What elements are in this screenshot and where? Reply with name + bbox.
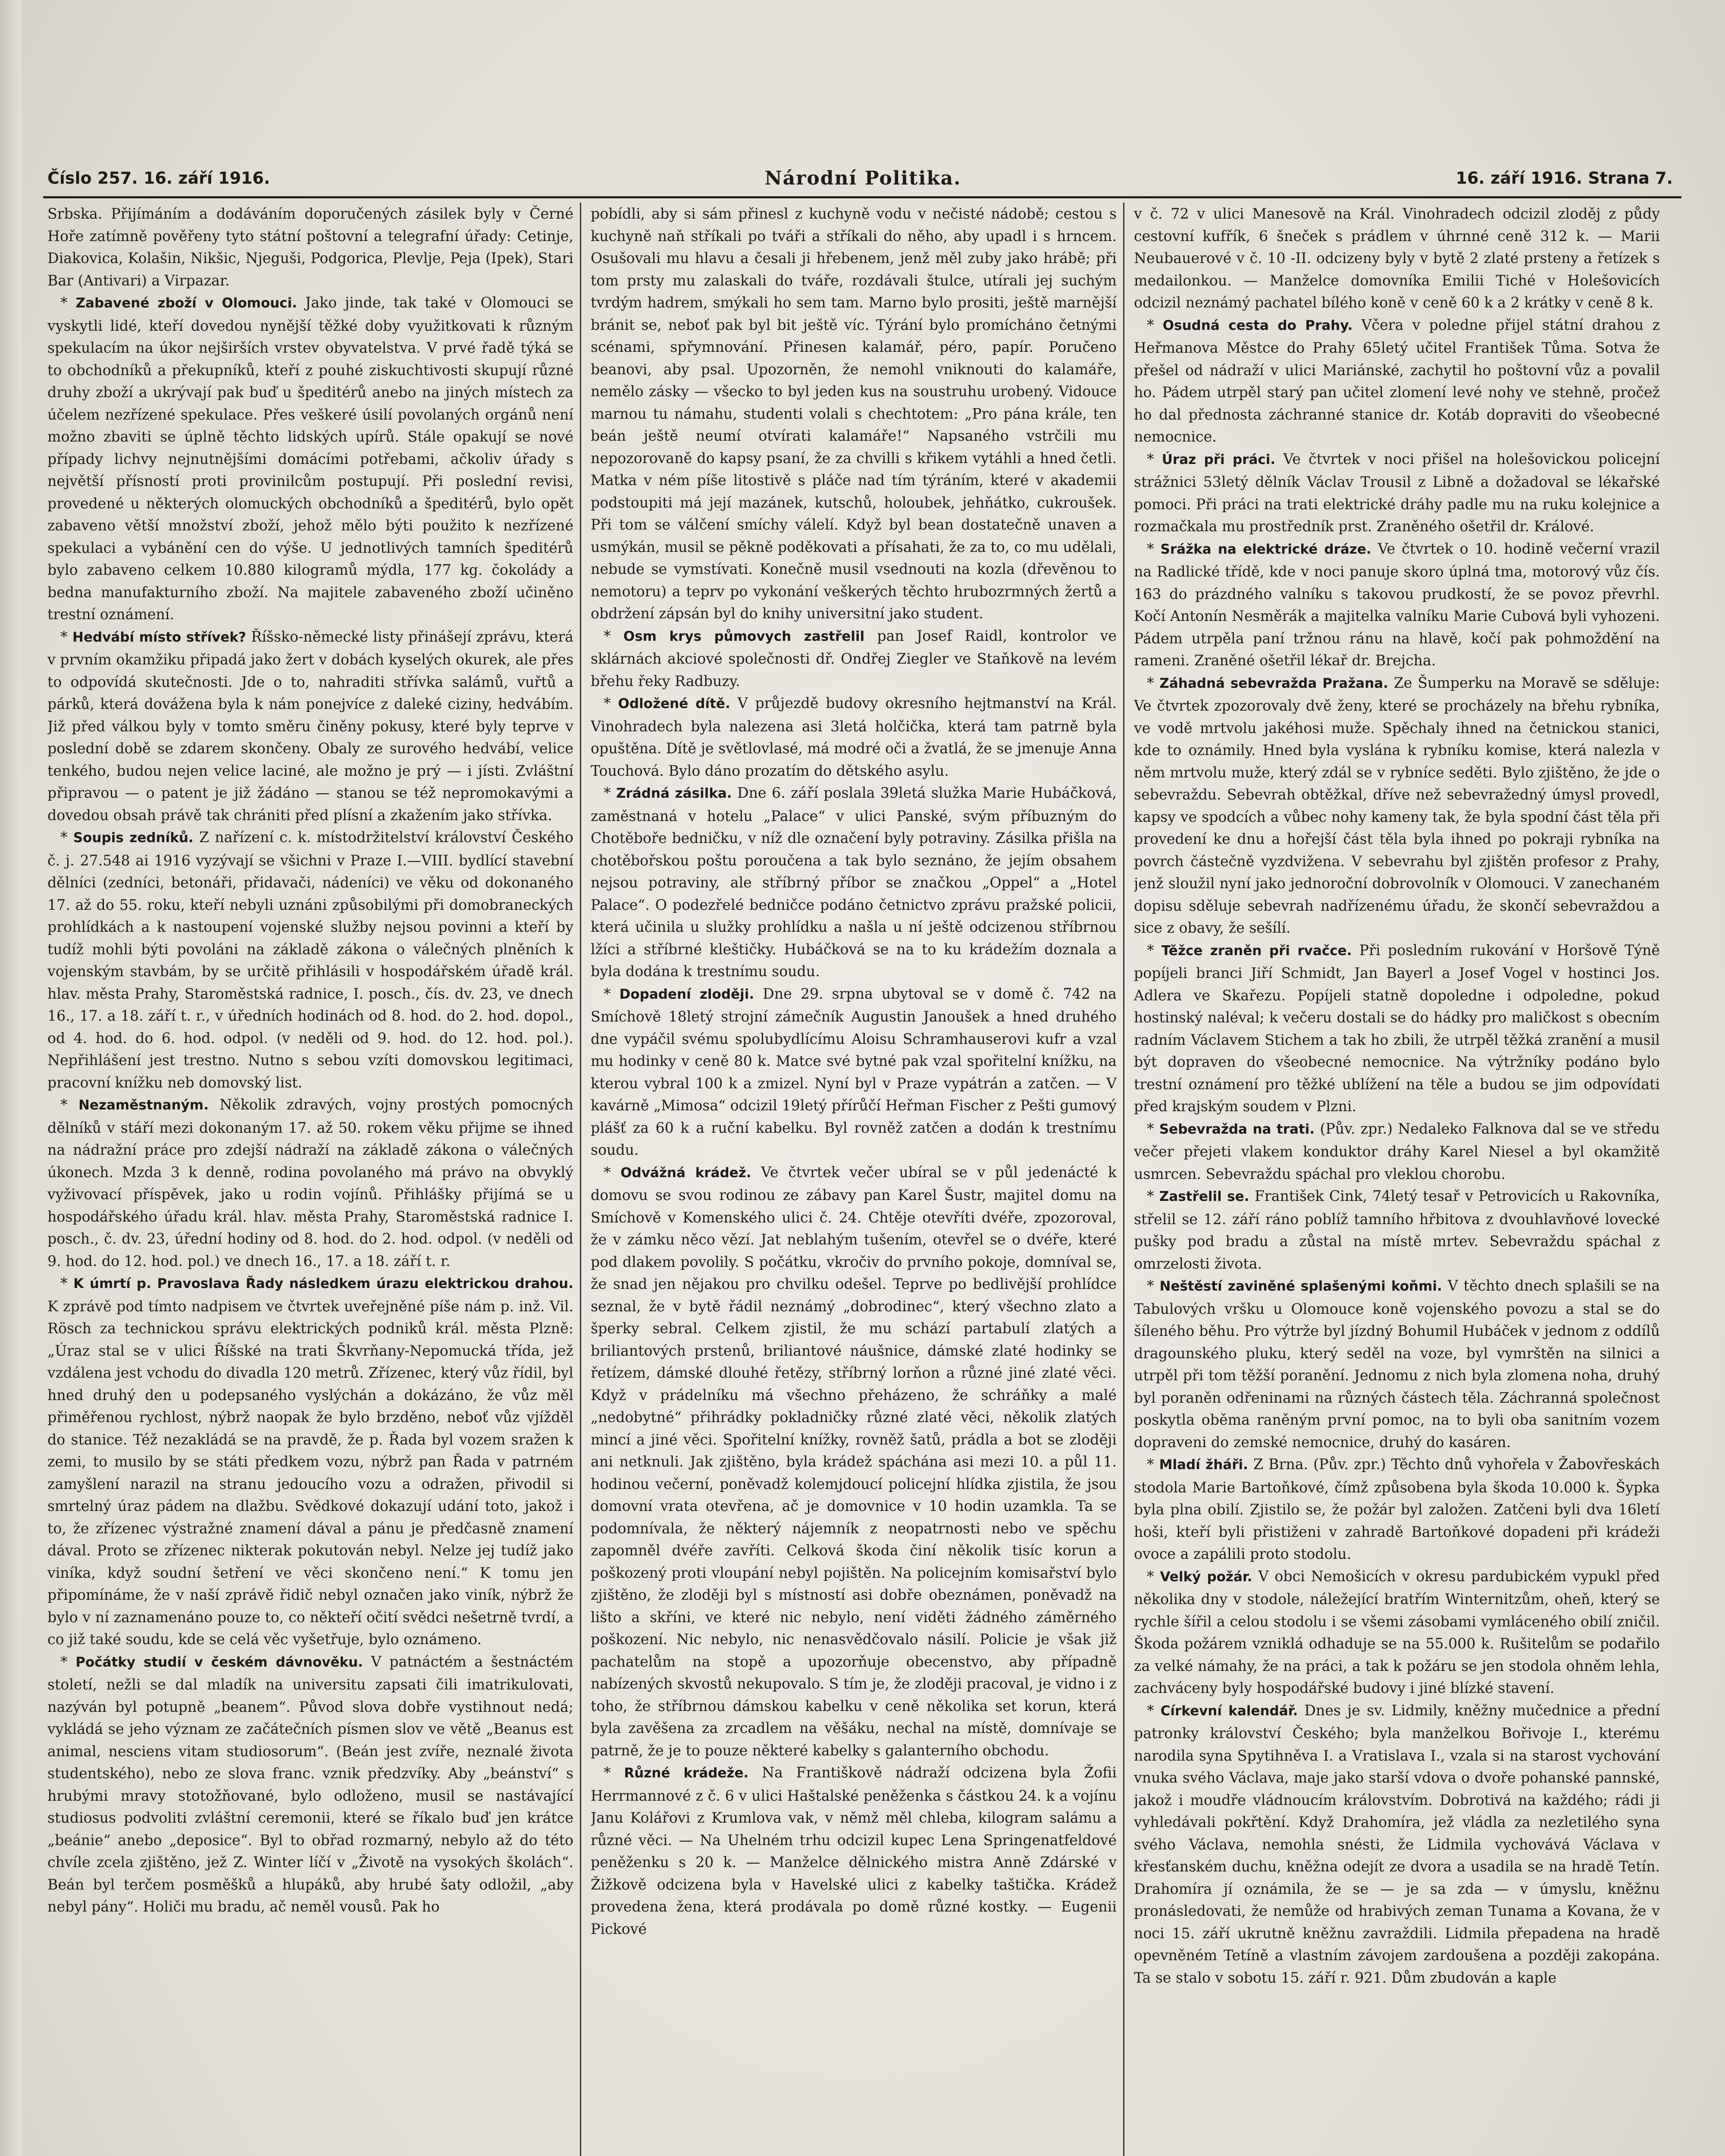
article-text: Jako jinde, tak také v Olomouci se vyskytli lidé, kteří dovedou nynější těžké doby využitkovati k různým spekulacím na úkor nejširších vrstev obyvatelstva. V prvé řadě týká se to obchodníků a překupníků, kteří z pouhé ziskuchtivosti skupují různé druhy zboží a ukrývají pak buď u špeditérů anebo na jiných místech za účelem nezřízené spekulace. Přes veškeré úsilí povolaných orgánů není možno zbaviti se úplně těchto lidských upírů. Stále opakují se nové případy lichvy nejnutnějšími domácími potřebami, ačkoliv úřady s největší přísností proti provinilcům postupují. Při poslední revisi, provedené u některých olomuckých obchodníků a špeditérů, bylo opět zabaveno větší množství zboží, jehož mělo býti použito k nezřízené spekulaci a vybánění cen do výše. U jednotlivých tamních špeditérů bylo zabaveno celkem 10.880 kilogramů mýdla, 177 kg. čokolády a bedna manufakturního zboží. Na majitele zabaveného zboží učiněno trestní oznámení.	[47, 294, 573, 623]
article-paragraph: * Počátky studií v českém dávnověku. V patnáctém a šestnáctém století, nežli se dal mladík na universitu zapsati čili imatrikulovati, nazýván byl potupně „beanem“. Původ slova dobře vystihnout nedá; vykládá se jeho význam ze začátečních písmen slov ve větě „Beanus est animal, nesciens vitam studiosorum“. (Beán jest zvíře, neznalé života studentského), nebo ze slova franc. vznik předzvíky. Aby „beánství“ s hrubými mravy stotožňované, bylo odloženo, musil se nastávající studiosus podvoliti zvláštní ceremonii, které se říkalo buď jen krátce „beánie“ anebo „deposice“. Byl to obřad rozmarný, nebylo až do této chvíle zcela zjištěno, jež Z. Winter líčí v „Životě na vysokých školách“. Beán byl terčem posměšků a hlupáků, aby hrubé šaty odložil, „aby nebyl pány“. Holiči mu bradu, ač neměl vousů. Pak ho	[47, 1653, 573, 1915]
article-paragraph: * Osm krys půmovych zastřelil pan Josef Raidl, kontrolor ve sklárnách akciové společnosti dř. Ondřej Ziegler ve Staňkově na levém břehu řeky Radbuzy.	[591, 627, 1117, 689]
article-text: Dnes je sv. Lidmily, kněžny mučednice a přední patronky království Českého; byla manželkou Bořivoje I., kterému narodila syna Spytihněva I. a Vratislava I., vzala si na starost vychování vnuka svého Václava, maje jako starší vdova o dvoře pohanské pannské, jakož i moudře vládnoucím královstvím. Dobrotivá na každého; rádi ji vyhledávali pokřtění. Když Drahomíra, jež vládla za nezletilého syna svého Václava, nemohla snésti, že Lidmila vychovává Václava v křesťanském duchu, kněžna odejít ze dvora a usadila se na hradě Tetín. Drahomíra jí oznámila, že se — je sa zda — v úmyslu, kněžnu pronásledovati, že nemůže od hrabivých zeman Tunama a Kovana, že v noci 15. září ukrutně kněžnu zavraždili. Lidmila přepadena na hradě opevněném Tetíně a vlastním závojem zardoušena a později zakopána. Ta se stalo v sobotu 15. září r. 921. Dům zbudován a kaple	[1134, 1702, 1660, 1986]
article-headline: Mladí žháři.	[1159, 1457, 1248, 1473]
article-headline: Osudná cesta do Prahy.	[1162, 317, 1353, 333]
article-paragraph: * Úraz při práci. Ve čtvrtek v noci přišel na holešovickou policejní strážnici 53letý dělník Václav Trousil z Libně a dožadoval se lékařské pomoci. Při práci na trati elektrické dráhy padle mu na ruku kolejnice a rozmačkala mu prostředník prst. Zraněného ošetřil dr. Králové.	[1134, 450, 1660, 535]
article-headline: Nezaměstnaným.	[78, 1097, 209, 1113]
article-text: Srbska. Přijímáním a dodáváním doporučených zásilek byly v Černé Hoře zatímně pověřeny tyto státní poštovní a telegrafní úřady: Cetinje, Diakovica, Kolašin, Nikšic, Njeguši, Podgorica, Plevlje, Peja (Ipek), Stari Bar (Antivari) a Virpazar.	[47, 205, 573, 289]
article-text: V obci Nemošicích v okresu pardubickém vypukl před několika dny v stodole, náležející bratřím Winternitzům, oheň, který se rychle šířil a celou stodolu i se všemi zásobami vymláceného obilí zničil. Škoda požárem vzniklá odhaduje se na 55.000 k. Rušitelům se podařilo za velké námahy, že na práci, a tak k požáru se jen stodola ohněm lehla, zachváceny byly hospodářské budovy i jiné blízké stavení.	[1134, 1567, 1660, 1696]
column-divider	[580, 203, 581, 2156]
article-text: Dne 6. září poslala 39letá služka Marie Hubáčková, zaměstnaná v hotelu „Palace“ v ulici Panské, svým příbuzným do Chotěboře bedničku, v níž dle označení byly potraviny. Zásilka přišla na chotěbořskou poštu poroučena a tak bylo seznáno, že jejím obsahem nejsou potraviny, ale stříbrný příbor se značkou „Oppel“ a „Hotel Palace“. O podezřelé bedničce podáno četnictvo zprávu pražské policii, která učinila u služky prohlídku a našla u ní ještě odcizenou stříbrnou lžíci a stříbrné kleštičky. Hubáčková se na to ku krádežím doznala a byla dodána k trestnímu soudu.	[591, 784, 1117, 980]
article-paragraph: * Církevní kalendář. Dnes je sv. Lidmily, kněžny mučednice a přední patronky království Českého; byla manželkou Bořivoje I., kterému narodila syna Spytihněva I. a Vratislava I., vzala si na starost vychování vnuka svého Václava, maje jako starší vdova o dvoře pohanské pannské, jakož i moudře vládnoucím královstvím. Dobrotivá na každého; rádi ji vyhledávali pokřtění. Když Drahomíra, jež vládla za nezletilého syna svého Václava, nemohla snésti, že Lidmila vychovává Václava v křesťanském duchu, kněžna odejít ze dvora a usadila se na hradě Tetín. Drahomíra jí oznámila, že se — je sa zda — v úmyslu, kněžnu pronásledovati, že nemůže od hrabivých zeman Tunama a Kovana, že v noci 15. září ukrutně kněžnu zavraždili. Lidmila přepadena na hradě opevněném Tetíně a vlastním závojem zardoušena a později zakopána. Ta se stalo v sobotu 15. září r. 921. Dům zbudován a kaple	[1134, 1702, 1660, 1986]
article-text: Včera v poledne přijel státní drahou z Heřmanova Městce do Prahy 65letý učitel František Tůma. Sotva že přešel od nádraží v ulici Mariánské, zachytil ho poštovní vůz a povalil ho. Pádem utrpěl starý pan učitel zlomení levé nohy ve stehně, pročež ho dal přednosta záchranné stanice dr. Kotáb dopraviti do všeobecné nemocnice.	[1134, 316, 1660, 445]
article-text: V patnáctém a šestnáctém století, nežli se dal mladík na universitu zapsati čili imatrikulovati, nazýván byl potupně „beanem“. Původ slova dobře vystihnout nedá; vykládá se jeho význam ze začátečních písmen slov ve větě „Beanus est animal, nesciens vitam studiosorum“. (Beán jest zvíře, neznalé života studentského), nebo ze slova franc. vznik předzvíky. Aby „beánství“ s hrubými mravy stotožňované, bylo odloženo, musil se nastávající studiosus podvoliti zvláštní ceremonii, které se říkalo buď jen krátce „beánie“ anebo „deposice“. Byl to obřad rozmarný, nebylo až do této chvíle zcela zjištěno, jež Z. Winter líčí v „Životě na vysokých školách“. Beán byl terčem posměšků a hlupáků, aby hrubé šaty odložil, „aby nebyl pány“. Holiči mu bradu, ač neměl vousů. Pak ho	[47, 1653, 573, 1915]
article-paragraph: * Soupis zedníků. Z nařízení c. k. místodržitelství království Českého č. j. 27.548 ai 1916 vyzývají se všichni v Praze I.—VIII. bydlící stavební dělníci (zedníci, betonáři, přidavači, nádeníci) ve věku od dokonaného 17. až do 55. roku, kteří nebyli uznáni způsobilými při domobraneckých prohlídkách a k nastoupení vojenské služby nejsou povinni a kteří by tudíž mohli býti povoláni na základě zákona o válečných plněních k vojenským stavbám, by se určitě přihlásili v hospodářském úřadě král. hlav. města Prahy, Staroměstská radnice, I. posch., čís. dv. 23, ve dnech 16., 17. a 18. září t. r., v úředních hodinách od 8. hod. do 2. hod. dopol., od 4. hod. do 6. hod. odpol. (v neděli od 9. hod. do 12. hod. pol.). Nepřihlášení jest trestno. Nutno s sebou vzíti domovskou legitimaci, pracovní knížku neb domovský list.	[47, 829, 573, 1091]
article-paragraph: * Zrádná zásilka. Dne 6. září poslala 39letá služka Marie Hubáčková, zaměstnaná v hotelu „Palace“ v ulici Panské, svým příbuzným do Chotěboře bedničku, v níž dle označení byly potraviny. Zásilka přišla na chotěbořskou poštu poroučena a tak bylo seznáno, že jejím obsahem nejsou potraviny, ale stříbrný příbor se značkou „Oppel“ a „Hotel Palace“. O podezřelé bedničce podáno četnictvo zprávu pražské policii, která učinila u služky prohlídku a našla u ní ještě odcizenou stříbrnou lžíci a stříbrné kleštičky. Hubáčková se na to ku krádežím doznala a byla dodána k trestnímu soudu.	[591, 784, 1117, 980]
article-headline: Velký požár.	[1160, 1569, 1252, 1585]
article-paragraph: * Srážka na elektrické dráze. Ve čtvrtek o 10. hodině večerní vrazil na Radlické třídě, kde v noci panuje skoro úplná tma, motorový vůz čís. 163 do prázdného valníku s takovou prudkostí, že se povoz převrhl. Kočí Antonín Nesměrák a majitelka valníku Marie Cubová byli vyhozeni. Pádem utrpěla paní tržnou ránu na hlavě, kočí pak pohmoždění na rameni. Zraněné ošetřil lékař dr. Brejcha.	[1134, 540, 1660, 669]
article-headline: Osm krys půmovych zastřelil	[623, 628, 865, 644]
article-paragraph: * Neštěstí zaviněné splašenými koňmi. V těchto dnech splašili se na Tabulových vršku u Olomouce koně vojenského povozu a stal se do šíleného běhu. Pro výtrže byl jízdný Bohumil Hubáček v jednom z oddílů dragounského pluku, který seděl na voze, byl vymrštěn na silnici a utrpěl při tom těžší poranění. Jednomu z nich byla zlomena noha, druhý byl poraněn odřeninami na různých částech těla. Záchranná společnost poskytla oběma raněným první pomoc, na to byli oba sanitním vozem dopraveni do zemské nemocnice, druhý do kasáren.	[1134, 1277, 1660, 1451]
article-headline: Zabavené zboží v Olomouci.	[75, 295, 297, 311]
article-paragraph: * Dopadení zloději. Dne 29. srpna ubytoval se v domě č. 742 na Smíchově 18letý strojní zámečník Augustin Janoušek a hned druhého dne vypáčil svému spolubydlícímu Aloisu Schramhauserovi kufr a vzal mu hodinky v ceně 80 k. Matce své bytné pak vzal spořitelní knížku, na kterou vybral 100 k a zmizel. Nyní byl v Praze vypátrán a zatčen. — V kavárně „Mimosa“ odcizil 19letý přírůčí Heřman Fischer z Pešti gumový plášť za 60 k a ruční kabelku. Byl rovněž zatčen a dodán k trestnímu soudu.	[591, 985, 1117, 1158]
article-headline: Hedvábí místo střívek?	[72, 629, 246, 645]
article-text: Říšsko-německé listy přinášejí zprávu, která v prvním okamžiku připadá jako žert v dobách kyselých okurek, ale přes to odpovídá skutečnosti. Jde o to, nahraditi střívka salámů, vuřtů a párků, která dovážena byla k nám ponejvíce z daleké ciziny, hedvábím. Již před válkou byly v tomto směru činěny pokusy, které byly teprve v poslední době se zdarem skončeny. Obaly ze surového hedvábí, velice tenkého, budou nejen velice laciné, ale možno je prý — i jísti. Zvláštní připravou — o patent je již žádáno — stanou se též nepromokavými a dovedou obsah právě tak chrániti před plísní a zkažením jako střívka.	[47, 628, 573, 824]
column-2	[591, 203, 1117, 2156]
article-headline: Různé krádeže.	[624, 1765, 749, 1781]
article-headline: Úraz při práci.	[1161, 451, 1276, 467]
article-paragraph: * Velký požár. V obci Nemošicích v okresu pardubickém vypukl před několika dny v stodole, náležející bratřím Winternitzům, oheň, který se rychle šířil a celou stodolu i se všemi zásobami vymláceného obilí zničil. Škoda požárem vzniklá odhaduje se na 55.000 k. Rušitelům se podařilo za velké námahy, že na práci, a tak k požáru se jen stodola ohněm lehla, zachváceny byly hospodářské budovy i jiné blízké stavení.	[1134, 1567, 1660, 1696]
article-paragraph: * Mladí žháři. Z Brna. (Pův. zpr.) Těchto dnů vyhořela v Žabovřeskách stodola Marie Bartoňkové, čímž způsobena byla škoda 10.000 k. Šypka byla plna obilí. Zjistilo se, že požár byl založen. Zatčeni byli dva 16letí hoši, kteří byli přistiženi v zahradě Bartoňkové dopadeni při krádeži ovoce a zapálili proto stodolu.	[1134, 1456, 1660, 1562]
article-paragraph: * Záhadná sebevražda Pražana. Ze Šumperku na Moravě se sděluje: Ve čtvrtek zpozorovaly dvě ženy, které se procházely na břehu rybníka, ve vodě mrtvolu jakéhosi muže. Spěchaly ihned na četnickou stanici, kde to oznámily. Hned byla vyslána k rybníku komise, která nalezla v něm mrtvolu muže, který zdál se v rybníce seděti. Bylo zjištěno, že jde o sebevraždu. Sebevrah obtěžkal, dříve než sebevražedný úmysl provedl, kapsy ve spodcích a vůbec nohy kameny tak, že byla spodní část těla při provedení ke dnu a hořejší část těla byla ihned po pokraji rybníka na povrch částečně vyzdvižena. V sebevrahu byl zjištěn profesor z Prahy, jenž sloužil nyní jako jednoroční dobrovolník v Olomouci. V zanechaném dopisu sděluje sebevrah nadřízenému úřadu, že skončí sebevraždou a sice z obavy, že sešílí.	[1134, 674, 1660, 936]
article-paragraph: * Odložené dítě. V průjezdě budovy okresního hejtmanství na Král. Vinohradech byla nalezena asi 3letá holčička, která tam patrně byla opuštěna. Dítě je světlovlasé, má modré oči a žvatlá, že se jmenuje Anna Touchová. Bylo dáno prozatím do dětského asylu.	[591, 695, 1117, 779]
header-page-number: 16. září 1916. Strana 7.	[1456, 169, 1673, 188]
article-text: (Pův. zpr.) Nedaleko Falknova dal se ve středu večer přejeti vlakem konduktor dráhy Karel Niesel a byl okamžitě usmrcen. Sebevraždu spáchal pro vleklou chorobu.	[1134, 1120, 1660, 1182]
article-headline: Odvážná krádež.	[620, 1165, 751, 1181]
article-paragraph: * Nezaměstnaným. Několik zdravých, vojny prostých pomocných dělníků v stáří mezi dokonaným 17. až 50. rokem věku přijme se ihned na nádražní práce pro zdejší nádraží na základě zákona o válečných úkonech. Mzda 3 k denně, rodina povolaného má právo na obvyklý vyživovací příspěvek, jako u rodin vojínů. Přihlášky přijímá se u hospodářského úřadu král. hlav. města Prahy, Staroměstská radnice I. posch., č. dv. 23, úřední hodiny od 8. hod. do 2. hod. odpol. (v neděli od 9. hod. do 12. hod. pol.) ve dnech 16., 17. a 18. září t. r.	[47, 1096, 573, 1269]
article-text: K zprávě pod tímto nadpisem ve čtvrtek uveřejněné píše nám p. inž. Vil. Rösch za technickou správu elektrických podniků král. města Plzně: „Úraz stal se v ulici Říšské na trati Škvrňany-Nepomucká třída, jež vzdálena jest vchodu do divadla 120 metrů. Zřízenec, který vůz řídil, byl hned druhý den u podepsaného vyslýchán a dokázáno, že vůz měl přiměřenou rychlost, nýbrž naopak že bylo brzděno, neboť vůz vjížděl do stanice. Též nezakládá se na pravdě, že p. Řada byl vozem sražen k zemi, to musilo by se státi předkem vozu, nýbrž pan Řada v patrném zamyšlení narazil na stranu jedoucího vozu a odražen, přivodil si smrtelný úraz pádem na dlažbu. Svědkové dokazují udání toto, jakož i to, že zřízenec výstražné znamení dával a pánu je předčasně znamení dával. Proto se zřízenec nikterak pokutován nebyl. Nelze jej tudíž jako viníka, když soudní šetření ve věci skončeno není.“ K tomu jen připomínáme, že v naší zprávě řidič nebyl označen jako viník, nýbrž že bylo v ní zaznamenáno pouze to, co někteří očití svědci nešetrně tvrdí, a co již také soudu, kde se celá věc vyšetřuje, bylo oznámeno.	[47, 1297, 573, 1648]
article-headline: Církevní kalendář.	[1160, 1703, 1298, 1719]
article-headline: Zastřelil se.	[1159, 1189, 1249, 1204]
article-headline: Soupis zedníků.	[73, 830, 194, 846]
article-headline: Srážka na elektrické dráze.	[1160, 541, 1371, 557]
article-paragraph: * Sebevražda na trati. (Pův. zpr.) Nedaleko Falknova dal se ve středu večer přejeti vlakem konduktor dráhy Karel Niesel a byl okamžitě usmrcen. Sebevraždu spáchal pro vleklou chorobu.	[1134, 1120, 1660, 1182]
article-text: Z Brna. (Pův. zpr.) Těchto dnů vyhořela v Žabovřeskách stodola Marie Bartoňkové, čímž způsobena byla škoda 10.000 k. Šypka byla plna obilí. Zjistilo se, že požár byl založen. Zatčeni byli dva 16letí hoši, kteří byli přistiženi v zahradě Bartoňkové dopadeni při krádeži ovoce a zapálili proto stodolu.	[1134, 1456, 1660, 1562]
article-headline: Záhadná sebevražda Pražana.	[1159, 675, 1388, 691]
article-text: V průjezdě budovy okresního hejtmanství na Král. Vinohradech byla nalezena asi 3letá holčička, která tam patrně byla opuštěna. Dítě je světlovlasé, má modré oči a žvatlá, že se jmenuje Anna Touchová. Bylo dáno prozatím do dětského asylu.	[591, 695, 1117, 779]
article-paragraph: * Hedvábí místo střívek? Říšsko-německé listy přinášejí zprávu, která v prvním okamžiku připadá jako žert v dobách kyselých okurek, ale přes to odpovídá skutečnosti. Jde o to, nahraditi střívka salámů, vuřtů a párků, která dovážena byla k nám ponejvíce z daleké ciziny, hedvábím. Již před válkou byly v tomto směru činěny pokusy, které byly teprve v poslední době se zdarem skončeny. Obaly ze surového hedvábí, velice tenkého, budou nejen velice laciné, ale možno je prý — i jísti. Zvláštní připravou — o patent je již žádáno — stanou se též nepromokavými a dovedou obsah právě tak chrániti před plísní a zkažením jako střívka.	[47, 628, 573, 824]
article-paragraph: * Zabavené zboží v Olomouci. Jako jinde, tak také v Olomouci se vyskytli lidé, kteří dovedou nynější těžké doby využitkovati k různým spekulacím na úkor nejširších vrstev obyvatelstva. V prvé řadě týká se to obchodníků a překupníků, kteří z pouhé ziskuchtivosti skupují různé druhy zboží a ukrývají pak buď u špeditérů anebo na jiných místech za účelem nezřízené spekulace. Přes veškeré úsilí povolaných orgánů není možno zbaviti se úplně těchto lidských upírů. Stále opakují se nové případy lichvy nejnutnějšími domácími potřebami, ačkoliv úřady s největší přísností proti provinilcům postupují. Při poslední revisi, provedené u některých olomuckých obchodníků a špeditérů, bylo opět zabaveno větší množství zboží, jehož mělo býti použito k nezřízené spekulaci a vybánění cen do výše. U jednotlivých tamních špeditérů bylo zabaveno celkem 10.880 kilogramů mýdla, 177 kg. čokolády a bedna manufakturního zboží. Na majitele zabaveného zboží učiněno trestní oznámení.	[47, 294, 573, 623]
article-text: pobídli, aby si sám přinesl z kuchyně vodu v nečisté nádobě; cestou s kuchyně naň stříkali po tváři a stříkali do něho, aby upadl i s hrncem. Osušovali mu hlavu a česali ji hřebenem, jenž měl zuby jako hrábě; při tom prsty mu zalaskali do tváře, rozdávali štulce, utírali jej suchým tvrdým hadrem, smýkali ho sem tam. Marno bylo prositi, ještě marnější bránit se, neboť pak byl bit ještě víc. Týrání bylo promícháno četnými scénami, spřymnování. Přinesen kalamář, péro, papír. Poručeno beanovi, aby psal. Upozorněn, že nemohl vniknouti do kalamáře, nemělo zásky — všecko to byl jeden kus na soustruhu urobený. Vidouce marnou tu námahu, studenti volali s chechtotem: „Pro pána krále, ten beán ještě neumí otvírati kalamáře!“ Napsaného vstrčili mu nepozorovaně do kapsy psaní, že za chvilli s křikem vytáhli a hned četli. Matka v ném píše litostivě s pláče nad tím týráním, které v akademii podstoupiti má její mazánek, kutschů, holoubek, jehňátko, cukroušek. Při tom se válčení smíchy válelí. Když byl bean dostatečně unaven a usmýkán, musil se pěkně poděkovati a přísahati, že za to, co mu udělali, nebude se vymstívati. Konečně musil vsednouti na kozla (dřevěnou to nemotoru) a teprv po vykonání veškerých těchto hrubozrmných žertů a obdržení zápsán byl do knihy universitní jako student.	[591, 205, 1117, 622]
page-header	[47, 163, 1673, 193]
article-text: V těchto dnech splašili se na Tabulových vršku u Olomouce koně vojenského povozu a stal se do šíleného běhu. Pro výtrže byl jízdný Bohumil Hubáček v jednom z oddílů dragounského pluku, který seděl na voze, byl vymrštěn na silnici a utrpěl při tom těžší poranění. Jednomu z nich byla zlomena noha, druhý byl poraněn odřeninami na různých částech těla. Záchranná společnost poskytla oběma raněným první pomoc, na to byli oba sanitním vozem dopraveni do zemské nemocnice, druhý do kasáren.	[1134, 1277, 1660, 1451]
article-headline: Zrádná zásilka.	[616, 786, 732, 801]
article-text: František Cink, 74letý tesař v Petrovicích u Rakovníka, střelil se 12. září ráno poblíž tamního hřbitova z dvouhlavňové lovecké pušky pod bradu a zůstal na místě mrtev. Sebevraždu spáchal z omrzelosti života.	[1134, 1188, 1660, 1272]
article-paragraph	[1134, 203, 1660, 314]
article-paragraph: * Různé krádeže. Na Františkově nádraží odcizena byla Žofii Herrmannové z č. 6 v ulici Haštalské peněženka s částkou 24. k a vojínu Janu Kolářovi z Krumlova vak, v němž měl chleba, kilogram salámu a různé věci. — Na Uhelném trhu odcizil kupec Lena Springenatfeldové peněženku s 20 k. — Manželce dělnického mistra Anně Zdárské v Žižkově odcizena byla v Havelské ulici z kabelky taštička. Krádež provedena žena, která prodávala po domě různé kostky. — Eugenii Pickové	[591, 1764, 1117, 1937]
header-issue-date: Číslo 257. 16. září 1916.	[47, 169, 270, 188]
article-paragraph: * Odvážná krádež. Ve čtvrtek večer ubíral se v půl jedenácté k domovu se svou rodinou ze zábavy pan Karel Šustr, majitel domu na Smíchově v Komenského ulici č. 24. Chtěje otevříti dvéře, zpozoroval, že v zámku něco vězí. Jat neblahým tušením, otevřel se o dvéře, které pod dlakem povolily. S počátku, vkročiv do prvního pokoje, domníval se, že snad jen nějakou pro chvilku odešel. Teprve po bedlivější prohlídce seznal, že v bytě řádil neznámý „dobrodinec“, který všechno zlato a šperky sebral. Celkem zjistil, že mu schází partabulí zlatých a briliantových prstenů, briliantové náušnice, dámské zlaté hodinky se řetízem, dámské dlouhé řetězy, stříbrný lorňon a různé jiné zlaté věci. Když v prádelníku má všechno přeházeno, že schráňky a malé „nedobytné“ přihrádky pokladničky různé zlaté věci, několik zlatých mincí a jiné věci. Spořitelní knížky, rovněž šatů, prádla a bot se zloději ani netknuli. Jak zjištěno, byla krádež spáchána asi mezi 10. a půl 11. hodinou večerní, poněvadž kolemjdoucí policejní hlídka zjistila, že jsou domovní vrata otevřena, ač je domovnice v 10 hodin uzamkla. Ta se podomnívala, že některý nájemník z neopatrnosti nebo ve spěchu zapomněl dvéře zavříti. Celková škoda činí několik tisíc korun a poškozený proti vloupání nebyl pojištěn. Na policejním komisařství bylo zjištěno, že zloději byl s místností asi dobře obeznámen, poněvadž na lišto a skříni, ve které nic nebylo, není viděti žádného záměrného poškození. Nic nebylo, nic nenasvědčovalo násilí. Policie je však již pachatelům na stopě a upozorňuje obecenstvo, aby případně nabízených skvostů nekupovalo. S tím je, že zloději pracoval, je vidno i z toho, že stříbrnou dámskou kabelku v ceně několika set korun, která byla zavěšena za zrcadlem na věšáku, nechal na místě, domnívaje se patrně, že je to pouze některé kabelky s galanterního obchodu.	[591, 1163, 1117, 1759]
article-paragraph	[591, 203, 1117, 625]
column-divider	[1123, 203, 1124, 2156]
column-3	[1134, 203, 1660, 2156]
column-1	[47, 203, 573, 2156]
article-headline: Neštěstí zaviněné splašenými koňmi.	[1159, 1279, 1442, 1294]
article-paragraph: * Osudná cesta do Prahy. Včera v poledne přijel státní drahou z Heřmanova Městce do Prahy 65letý učitel František Tůma. Sotva že přešel od nádraží v ulici Mariánské, zachytil ho poštovní vůz a povalil ho. Pádem utrpěl starý pan učitel zlomení levé nohy ve stehně, pročež ho dal přednosta záchranné stanice dr. Kotáb dopraviti do všeobecné nemocnice.	[1134, 316, 1660, 445]
article-text: v č. 72 v ulici Manesově na Král. Vinohradech odcizil zloděj z půdy cestovní kufřík, 6 šneček s prádlem v úhrnné ceně 312 k. — Marii Neubauerové v č. 10 -II. odcizeny byly v bytě 2 zlaté prsteny a řetízek s medailonkou. — Manželce domovníka Emilii Tiché v Holešovicích odcizil neznámý pachatel bílého koně v ceně 60 k a 2 krátky v ceně 8 k.	[1134, 205, 1660, 311]
article-text: Ve čtvrtek o 10. hodině večerní vrazil na Radlické třídě, kde v noci panuje skoro úplná tma, motorový vůz čís. 163 do prázdného valníku s takovou prudkostí, že se povoz převrhl. Kočí Antonín Nesměrák a majitelka valníku Marie Cubová byli vyhozeni. Pádem utrpěla paní tržnou ránu na hlavě, kočí pak pohmoždění na rameni. Zraněné ošetřil lékař dr. Brejcha.	[1134, 540, 1660, 669]
article-text: Ve čtvrtek v noci přišel na holešovickou policejní strážnici 53letý dělník Václav Trousil z Libně a dožadoval se lékařské pomoci. Při práci na trati elektrické dráhy padle mu na ruku kolejnice a rozmačkala mu prostředník prst. Zraněného ošetřil dr. Králové.	[1134, 450, 1660, 535]
article-headline: Dopadení zloději.	[619, 986, 754, 1002]
article-headline: K úmrtí p. Pravoslava Řady následkem úrazu elektrickou drahou.	[73, 1276, 573, 1291]
article-text: pan Josef Raidl, kontrolor ve sklárnách akciové společnosti dř. Ondřej Ziegler ve Staňkově na levém břehu řeky Radbuzy.	[591, 627, 1117, 689]
article-headline: Odložené dítě.	[618, 696, 730, 711]
masthead-title: Národní Politika.	[764, 167, 961, 189]
article-text: Několik zdravých, vojny prostých pomocných dělníků v stáří mezi dokonaným 17. až 50. rokem věku přijme se ihned na nádražní práce pro zdejší nádraží na základě zákona o válečných úkonech. Mzda 3 k denně, rodina povolaného má právo na obvyklý vyživovací příspěvek, jako u rodin vojínů. Přihlášky přijímá se u hospodářského úřadu král. hlav. města Prahy, Staroměstská radnice I. posch., č. dv. 23, úřední hodiny od 8. hod. do 2. hod. odpol. (v neděli od 9. hod. do 12. hod. pol.) ve dnech 16., 17. a 18. září t. r.	[47, 1096, 573, 1269]
article-text: Při posledním rukování v Horšově Týně popíjeli branci Jiří Schmidt, Jan Bayerl a Josef Vogel v hostinci Jos. Adlera ve Skařezu. Popíjeli statně dopoledne i odpoledne, pokud hostinský naléval; k večeru dostali se do hádky pro maličkost s obecním radním Václavem Stichem a tak ho zbili, že utrpěl těžká zranění a musil být dopraven do všeobecné nemocnice. Na výtržníky podáno bylo trestní oznámení pro těžké ublížení na těle a budou se jim odpovídati před krajským soudem v Plzni.	[1134, 941, 1660, 1115]
article-paragraph: * K úmrtí p. Pravoslava Řady následkem úrazu elektrickou drahou. K zprávě pod tímto nadpisem ve čtvrtek uveřejněné píše nám p. inž. Vil. Rösch za technickou správu elektrických podniků král. města Plzně: „Úraz stal se v ulici Říšské na trati Škvrňany-Nepomucká třída, jež vzdálena jest vchodu do divadla 120 metrů. Zřízenec, který vůz řídil, byl hned druhý den u podepsaného vyslýchán a dokázáno, že vůz měl přiměřenou rychlost, nýbrž naopak že bylo brzděno, neboť vůz vjížděl do stanice. Též nezakládá se na pravdě, že p. Řada byl vozem sražen k zemi, to musilo by se státi předkem vozu, nýbrž pan Řada v patrném zamyšlení narazil na stranu jedoucího vozu a odražen, přivodil si smrtelný úraz pádem na dlažbu. Svědkové dokazují udání toto, jakož i to, že zřízenec výstražné znamení dával a pánu je předčasně znamení dával. Proto se zřízenec nikterak pokutován nebyl. Nelze jej tudíž jako viníka, když soudní šetření ve věci skončeno není.“ K tomu jen připomínáme, že v naší zprávě řidič nebyl označen jako viník, nýbrž že bylo v ní zaznamenáno pouze to, co někteří očití svědci nešetrně tvrdí, a co již také soudu, kde se celá věc vyšetřuje, bylo oznámeno.	[47, 1275, 573, 1648]
article-text: Na Františkově nádraží odcizena byla Žofii Herrmannové z č. 6 v ulici Haštalské peněženka s částkou 24. k a vojínu Janu Kolářovi z Krumlova vak, v němž měl chleba, kilogram salámu a různé věci. — Na Uhelném trhu odcizil kupec Lena Springenatfeldové peněženku s 20 k. — Manželce dělnického mistra Anně Zdárské v Žižkově odcizena byla v Havelské ulici z kabelky taštička. Krádež provedena žena, která prodávala po domě různé kostky. — Eugenii Pickové	[591, 1764, 1117, 1937]
article-text: Ve čtvrtek večer ubíral se v půl jedenácté k domovu se svou rodinou ze zábavy pan Karel Šustr, majitel domu na Smíchově v Komenského ulici č. 24. Chtěje otevříti dvéře, zpozoroval, že v zámku něco vězí. Jat neblahým tušením, otevřel se o dvéře, které pod dlakem povolily. S počátku, vkročiv do prvního pokoje, domníval se, že snad jen nějakou pro chvilku odešel. Teprve po bedlivější prohlídce seznal, že v bytě řádil neznámý „dobrodinec“, který všechno zlato a šperky sebral. Celkem zjistil, že mu schází partabulí zlatých a briliantových prstenů, briliantové náušnice, dámské zlaté hodinky se řetízem, dámské dlouhé řetězy, stříbrný lorňon a různé jiné zlaté věci. Když v prádelníku má všechno přeházeno, že schráňky a malé „nedobytné“ přihrádky pokladničky různé zlaté věci, několik zlatých mincí a jiné věci. Spořitelní knížky, rovněž šatů, prádla a bot se zloději ani netknuli. Jak zjištěno, byla krádež spáchána asi mezi 10. a půl 11. hodinou večerní, poněvadž kolemjdoucí policejní hlídka zjistila, že jsou domovní vrata otevřena, ač je domovnice v 10 hodin uzamkla. Ta se podomnívala, že některý nájemník z neopatrnosti nebo ve spěchu zapomněl dvéře zavříti. Celková škoda činí několik tisíc korun a poškozený proti vloupání nebyl pojištěn. Na policejním komisařství bylo zjištěno, že zloději byl s místností asi dobře obeznámen, poněvadž na lišto a skříni, ve které nic nebylo, není viděti žádného záměrného poškození. Nic nebylo, nic nenasvědčovalo násilí. Policie je však již pachatelům na stopě a upozorňuje obecenstvo, aby případně nabízených skvostů nekupovalo. S tím je, že zloději pracoval, je vidno i z toho, že stříbrnou dámskou kabelku v ceně několika set korun, která byla zavěšena za zrcadlem na věšáku, nechal na místě, domnívaje se patrně, že je to pouze některé kabelky s galanterního obchodu.	[591, 1163, 1117, 1759]
scan-edge	[0, 0, 22, 2156]
article-headline: Sebevražda na trati.	[1159, 1121, 1315, 1137]
article-text: Z nařízení c. k. místodržitelství království Českého č. j. 27.548 ai 1916 vyzývají se všichni v Praze I.—VIII. bydlící stavební dělníci (zedníci, betonáři, přidavači, nádeníci) ve věku od dokonaného 17. až do 55. roku, kteří nebyli uznáni způsobilými při domobraneckých prohlídkách a k nastoupení vojenské služby nejsou povinni a kteří by tudíž mohli býti povoláni na základě zákona o válečných plněních k vojenským stavbám, by se určitě přihlásili v hospodářském úřadě král. hlav. města Prahy, Staroměstská radnice, I. posch., čís. dv. 23, ve dnech 16., 17. a 18. září t. r., v úředních hodinách od 8. hod. do 2. hod. dopol., od 4. hod. do 6. hod. odpol. (v neděli od 9. hod. do 12. hod. pol.). Nepřihlášení jest trestno. Nutno s sebou vzíti domovskou legitimaci, pracovní knížku neb domovský list.	[47, 829, 573, 1091]
article-text: Ze Šumperku na Moravě se sděluje: Ve čtvrtek zpozorovaly dvě ženy, které se procházely na břehu rybníka, ve vodě mrtvolu jakéhosi muže. Spěchaly ihned na četnickou stanici, kde to oznámily. Hned byla vyslána k rybníku komise, která nalezla v něm mrtvolu muže, který zdál se v rybníce seděti. Bylo zjištěno, že jde o sebevraždu. Sebevrah obtěžkal, dříve než sebevražedný úmysl provedl, kapsy ve spodcích a vůbec nohy kameny tak, že byla spodní část těla při provedení ke dnu a hořejší část těla byla ihned po pokraji rybníka na povrch částečně vyzdvižena. V sebevrahu byl zjištěn profesor z Prahy, jenž sloužil nyní jako jednoroční dobrovolník v Olomouci. V zanechaném dopisu sděluje sebevrah nadřízenému úřadu, že skončí sebevraždou a sice z obavy, že sešílí.	[1134, 674, 1660, 936]
article-paragraph: * Těžce zraněn při rvačce. Při posledním rukování v Horšově Týně popíjeli branci Jiří Schmidt, Jan Bayerl a Josef Vogel v hostinci Jos. Adlera ve Skařezu. Popíjeli statně dopoledne i odpoledne, pokud hostinský naléval; k večeru dostali se do hádky pro maličkost s obecním radním Václavem Stichem a tak ho zbili, že utrpěl těžká zranění a musil být dopraven do všeobecné nemocnice. Na výtržníky podáno bylo trestní oznámení pro těžké ublížení na těle a budou se jim odpovídati před krajským soudem v Plzni.	[1134, 941, 1660, 1115]
article-paragraph	[47, 203, 573, 291]
article-headline: Těžce zraněn při rvačce.	[1161, 943, 1352, 959]
article-paragraph: * Zastřelil se. František Cink, 74letý tesař v Petrovicích u Rakovníka, střelil se 12. září ráno poblíž tamního hřbitova z dvouhlavňové lovecké pušky pod bradu a zůstal na místě mrtev. Sebevraždu spáchal z omrzelosti života.	[1134, 1188, 1660, 1272]
article-text: Dne 29. srpna ubytoval se v domě č. 742 na Smíchově 18letý strojní zámečník Augustin Janoušek a hned druhého dne vypáčil svému spolubydlícímu Aloisu Schramhauserovi kufr a vzal mu hodinky v ceně 80 k. Matce své bytné pak vzal spořitelní knížku, na kterou vybral 100 k a zmizel. Nyní byl v Praze vypátrán a zatčen. — V kavárně „Mimosa“ odcizil 19letý přírůčí Heřman Fischer z Pešti gumový plášť za 60 k a ruční kabelku. Byl rovněž zatčen a dodán k trestnímu soudu.	[591, 985, 1117, 1158]
header-rule	[43, 196, 1681, 198]
article-headline: Počátky studií v českém dávnověku.	[75, 1654, 363, 1670]
